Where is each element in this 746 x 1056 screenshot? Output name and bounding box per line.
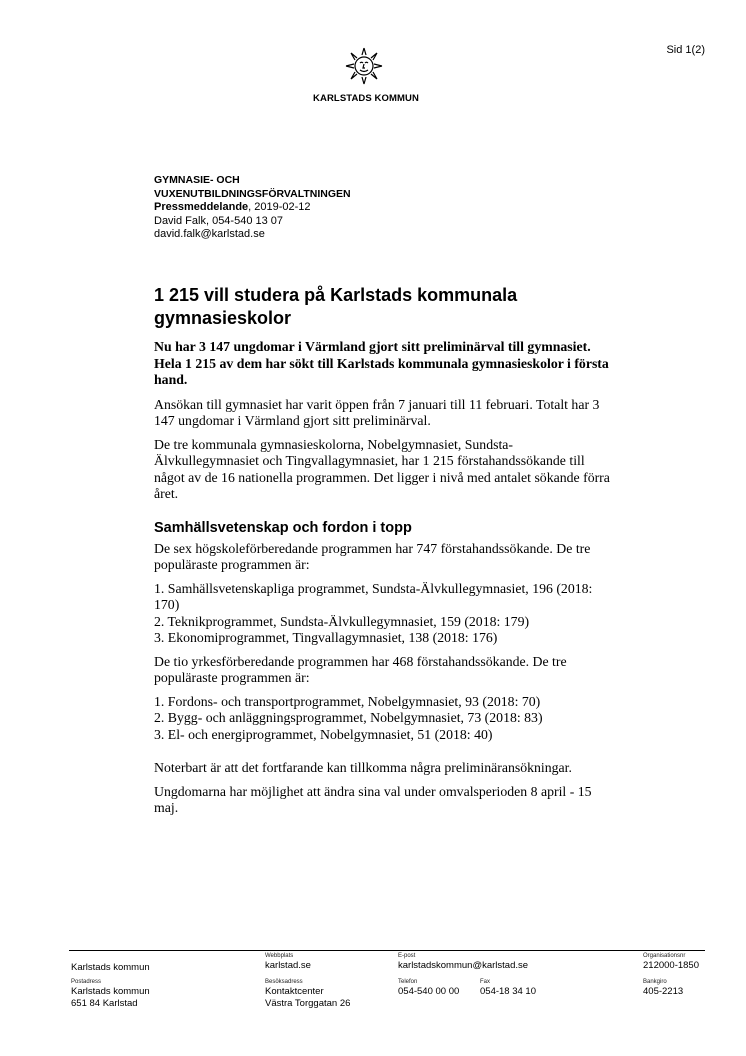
footer-phone-label: Telefon — [398, 979, 418, 985]
footer-email — [398, 953, 528, 972]
footer-fax — [480, 979, 536, 998]
lead-paragraph: Nu har 3 147 ungdomar i Värmland gjort sitt preliminärval till gymnasiet. Hela 1 215 av dem har sökt till Karlstads kommunala gymnasieskolor i första hand. — [154, 339, 609, 387]
footer-visit-label: Besöksadress — [265, 979, 303, 985]
footer-visit-line1: Kontaktcenter — [265, 986, 324, 997]
footer-divider — [69, 950, 705, 951]
footer-post-label: Postadress — [71, 979, 102, 985]
footer-orgnr — [643, 953, 699, 972]
footer-giro-label: Bankgiro — [643, 979, 667, 985]
page-number: Sid 1(2) — [666, 44, 705, 56]
footer-email-value: karlstadskommun@karlstad.se — [398, 960, 529, 971]
sun-face-logo-icon — [344, 44, 384, 90]
headline: 1 215 vill studera på Karlstads kommunala gymnasieskolor — [154, 285, 518, 328]
list-item: 1. Fordons- och transportprogrammet, Nobelgymnasiet, 93 (2018: 70) — [154, 693, 541, 709]
footer-giro-value: 405-2213 — [643, 986, 684, 997]
paragraph-6: Ungdomarna har möjlighet att ändra sina val under omvalsperioden 8 april - 15 maj. — [154, 783, 592, 815]
contact-name-phone: David Falk, 054-540 13 07 — [154, 214, 284, 227]
paragraph-2: De tre kommunala gymnasieskolorna, Nobelgymnasiet, Sundsta-Älvkullegymnasiet och Tingvallagymnasiet, har 1 215 förstahandssökande till något av de 16 nationella programmen. Det ligger i nivå med antalet sökande förra året. — [154, 436, 610, 501]
footer-post-line2: 651 84 Karlstad — [71, 997, 138, 1009]
footer-giro — [643, 979, 683, 998]
list-item: 3. El- och energiprogrammet, Nobelgymnasiet, 51 (2018: 40) — [154, 726, 493, 742]
paragraph-3: De sex högskoleförberedande programmen har 747 förstahandssökande. De tre populäraste programmen är: — [154, 540, 591, 572]
list-item: 2. Bygg- och anläggningsprogrammet, Nobelgymnasiet, 73 (2018: 83) — [154, 710, 543, 725]
footer — [0, 953, 746, 1023]
footer-fax-value: 054-18 34 10 — [480, 986, 536, 997]
footer-visit — [265, 979, 350, 1009]
footer-visit-line2: Västra Torggatan 26 — [265, 997, 351, 1009]
footer-orgnr-label: Organisationsnr — [643, 953, 686, 959]
press-line — [154, 201, 351, 215]
footer-email-label: E-post — [398, 953, 416, 959]
footer-fax-label: Fax — [480, 979, 491, 985]
department-line1: GYMNASIE- OCH — [154, 174, 240, 186]
footer-post — [71, 979, 150, 1009]
footer-orgnr-value: 212000-1850 — [643, 960, 699, 971]
article-body — [154, 339, 616, 824]
footer-phone — [398, 979, 459, 998]
program-list-1 — [154, 581, 616, 647]
footer-post-line1: Karlstads kommun — [71, 986, 150, 997]
subheading: Samhällsvetenskap och fordon i topp — [154, 519, 412, 536]
contact-email: david.falk@karlstad.se — [154, 228, 265, 240]
paragraph-5: Noterbart är att det fortfarande kan tillkomma några preliminäransökningar. — [154, 760, 572, 775]
list-item: 1. Samhällsvetenskapliga programmet, Sundsta-Älvkullegymnasiet, 196 (2018: 170) — [154, 580, 593, 612]
list-item: 2. Teknikprogrammet, Sundsta-Älvkullegymnasiet, 159 (2018: 179) — [154, 613, 530, 629]
footer-phone-value: 054-540 00 00 — [398, 986, 460, 997]
footer-web-value: karlstad.se — [265, 960, 311, 971]
org-name: KARLSTADS KOMMUN — [313, 93, 419, 104]
footer-org: Karlstads kommun — [71, 962, 150, 973]
press-date: , 2019-02-12 — [248, 201, 311, 213]
paragraph-1: Ansökan till gymnasiet har varit öppen från 7 januari till 11 februari. Totalt har 3 147 ungdomar i Värmland gjort sitt preliminärval. — [154, 396, 600, 428]
program-list-2 — [154, 694, 616, 744]
press-label: Pressmeddelande — [154, 201, 249, 213]
list-item: 3. Ekonomiprogrammet, Tingvallagymnasiet, 138 (2018: 176) — [154, 630, 498, 645]
footer-web — [265, 953, 311, 972]
sender-block — [154, 174, 351, 242]
paragraph-4: De tio yrkesförberedande programmen har 468 förstahandssökande. De tre populäraste programmen är: — [154, 653, 567, 685]
footer-web-label: Webbplats — [265, 953, 294, 959]
department-line2: VUXENUTBILDNINGSFÖRVALTNINGEN — [154, 187, 351, 200]
